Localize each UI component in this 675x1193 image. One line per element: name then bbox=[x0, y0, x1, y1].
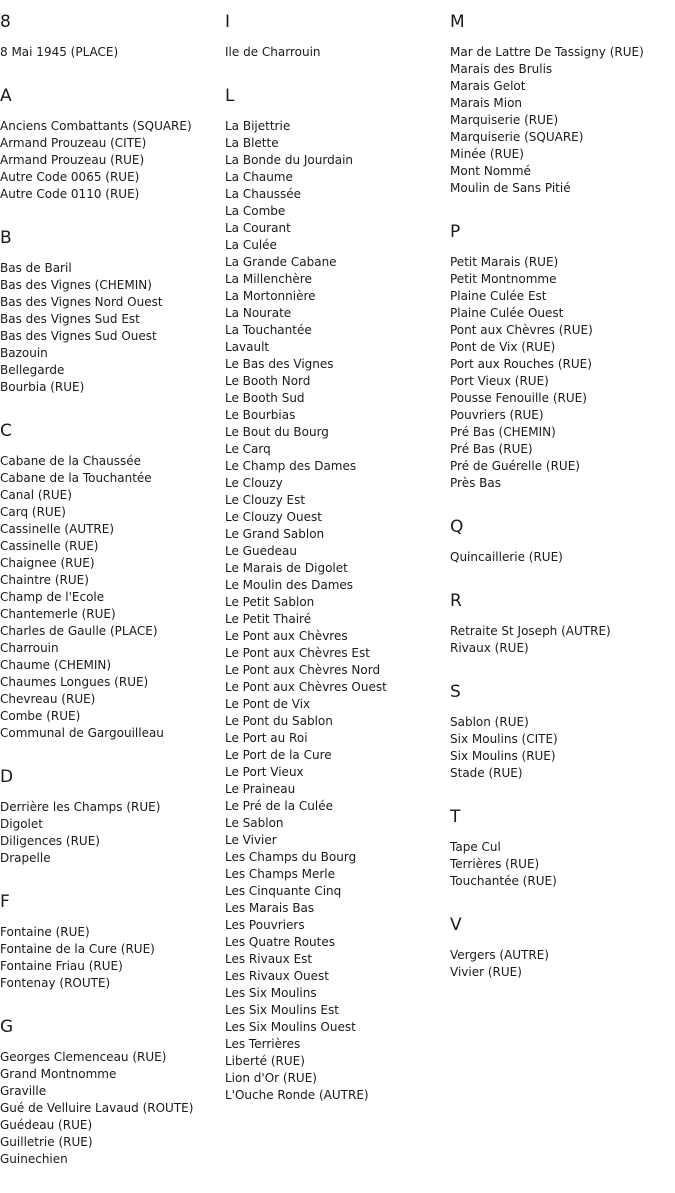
street-link[interactable]: La Nourate bbox=[225, 306, 292, 320]
street-link[interactable]: Grand Montnomme bbox=[0, 1067, 117, 1081]
street-link[interactable]: Guédeau (RUE) bbox=[0, 1118, 93, 1132]
street-link[interactable]: Quincaillerie (RUE) bbox=[450, 550, 563, 564]
street-link[interactable]: Les Rivaux Est bbox=[225, 952, 313, 966]
letter-group bbox=[450, 591, 670, 657]
letter-group bbox=[0, 892, 220, 992]
street-link[interactable]: Pré Bas (RUE) bbox=[450, 442, 533, 456]
letter-heading: T bbox=[450, 807, 461, 827]
street-link[interactable]: Liberté (RUE) bbox=[225, 1054, 305, 1068]
street-link[interactable]: Bas des Vignes Sud Ouest bbox=[0, 329, 157, 343]
street-link[interactable]: Les Champs du Bourg bbox=[225, 850, 357, 864]
street-link[interactable]: Minée (RUE) bbox=[450, 147, 524, 161]
index-column bbox=[0, 12, 220, 1193]
street-link[interactable]: Bellegarde bbox=[0, 363, 65, 377]
street-link[interactable]: Graville bbox=[0, 1084, 47, 1098]
letter-heading: R bbox=[450, 591, 462, 611]
street-link[interactable]: La Mortonnière bbox=[225, 289, 316, 303]
letter-group bbox=[0, 767, 220, 867]
street-link[interactable]: Drapelle bbox=[0, 851, 51, 865]
letter-group bbox=[0, 12, 220, 61]
street-link[interactable]: Moulin de Sans Pitié bbox=[450, 181, 571, 195]
street-link[interactable]: Les Cinquante Cinq bbox=[225, 884, 342, 898]
street-link[interactable]: Stade (RUE) bbox=[450, 766, 523, 780]
letter-heading: C bbox=[0, 421, 12, 441]
street-link[interactable]: Retraite St Joseph (AUTRE) bbox=[450, 624, 611, 638]
letter-group bbox=[0, 228, 220, 396]
street-link[interactable]: Les Marais Bas bbox=[225, 901, 315, 915]
street-link[interactable]: Guilletrie (RUE) bbox=[0, 1135, 93, 1149]
street-link[interactable]: Bazouin bbox=[0, 346, 48, 360]
street-link[interactable]: Les Six Moulins Est bbox=[225, 1003, 339, 1017]
street-link[interactable]: Communal de Gargouilleau bbox=[0, 726, 164, 740]
street-link[interactable]: Cassinelle (RUE) bbox=[0, 539, 99, 553]
street-link[interactable]: Pont aux Chèvres (RUE) bbox=[450, 323, 593, 337]
street-link[interactable]: Le Pont aux Chèvres bbox=[225, 629, 348, 643]
street-link[interactable]: La Combe bbox=[225, 204, 286, 218]
street-link[interactable]: Touchantée (RUE) bbox=[450, 874, 557, 888]
letter-group bbox=[450, 12, 670, 197]
street-link[interactable]: Le Petit Sablon bbox=[225, 595, 315, 609]
street-link[interactable]: Les Terrières bbox=[225, 1037, 301, 1051]
street-link[interactable]: La Chaume bbox=[225, 170, 293, 184]
street-link[interactable]: Anciens Combattants (SQUARE) bbox=[0, 119, 192, 133]
street-link[interactable]: Pont de Vix (RUE) bbox=[450, 340, 556, 354]
street-link[interactable]: Digolet bbox=[0, 817, 43, 831]
street-link[interactable]: Lavault bbox=[225, 340, 270, 354]
street-link[interactable]: Fontaine (RUE) bbox=[0, 925, 90, 939]
street-link[interactable]: La Chaussée bbox=[225, 187, 302, 201]
street-link[interactable]: Diligences (RUE) bbox=[0, 834, 100, 848]
street-link[interactable]: Marquiserie (RUE) bbox=[450, 113, 559, 127]
street-link[interactable]: Marais Gelot bbox=[450, 79, 526, 93]
street-link[interactable]: Le Champ des Dames bbox=[225, 459, 357, 473]
street-link[interactable]: Les Six Moulins Ouest bbox=[225, 1020, 356, 1034]
street-link[interactable]: Derrière les Champs (RUE) bbox=[0, 800, 161, 814]
street-link[interactable]: Le Pont aux Chèvres Ouest bbox=[225, 680, 387, 694]
street-link[interactable]: Le Bourbias bbox=[225, 408, 296, 422]
street-link[interactable]: Le Pont aux Chèvres Est bbox=[225, 646, 370, 660]
street-link[interactable]: Le Grand Sablon bbox=[225, 527, 325, 541]
street-link[interactable]: Bas des Vignes Sud Est bbox=[0, 312, 140, 326]
street-link[interactable]: Plaine Culée Est bbox=[450, 289, 547, 303]
letter-group bbox=[450, 807, 670, 890]
street-link[interactable]: Le Moulin des Dames bbox=[225, 578, 354, 592]
street-link[interactable]: Le Guedeau bbox=[225, 544, 297, 558]
letter-group bbox=[450, 915, 670, 981]
street-link[interactable]: La Bijettrie bbox=[225, 119, 291, 133]
street-link[interactable]: Chevreau (RUE) bbox=[0, 692, 96, 706]
street-link[interactable]: La Touchantée bbox=[225, 323, 312, 337]
street-link[interactable]: Bas de Baril bbox=[0, 261, 72, 275]
street-link[interactable]: La Millenchère bbox=[225, 272, 312, 286]
street-link[interactable]: Fontaine Friau (RUE) bbox=[0, 959, 123, 973]
street-link[interactable]: Le Pont du Sablon bbox=[225, 714, 333, 728]
letter-heading: A bbox=[0, 86, 12, 106]
street-link[interactable]: Le Bout du Bourg bbox=[225, 425, 329, 439]
letter-heading: L bbox=[225, 86, 235, 106]
street-link[interactable]: Fontenay (ROUTE) bbox=[0, 976, 111, 990]
letter-heading: M bbox=[450, 12, 465, 32]
street-link[interactable]: Armand Prouzeau (RUE) bbox=[0, 153, 145, 167]
street-link[interactable]: Les Champs Merle bbox=[225, 867, 336, 881]
letter-group bbox=[0, 86, 220, 203]
street-link[interactable]: Marais des Brulis bbox=[450, 62, 553, 76]
street-link[interactable]: Le Booth Sud bbox=[225, 391, 305, 405]
letter-group bbox=[450, 517, 670, 566]
street-link[interactable]: Le Bas des Vignes bbox=[225, 357, 334, 371]
street-link[interactable]: Charles de Gaulle (PLACE) bbox=[0, 624, 158, 638]
street-link[interactable]: Le Sablon bbox=[225, 816, 284, 830]
street-link[interactable]: Le Booth Nord bbox=[225, 374, 311, 388]
street-link[interactable]: Fontaine de la Cure (RUE) bbox=[0, 942, 155, 956]
letter-heading: I bbox=[225, 12, 231, 32]
street-link[interactable]: Canal (RUE) bbox=[0, 488, 72, 502]
letter-group bbox=[225, 86, 445, 1104]
index-column bbox=[225, 12, 445, 1129]
street-link[interactable]: Guinechien bbox=[0, 1152, 68, 1166]
street-link[interactable]: Le Pont de Vix bbox=[225, 697, 311, 711]
street-link[interactable]: Le Vivier bbox=[225, 833, 277, 847]
street-link[interactable]: Le Pré de la Culée bbox=[225, 799, 333, 813]
street-link[interactable]: Pousse Fenouille (RUE) bbox=[450, 391, 587, 405]
letter-group bbox=[450, 222, 670, 492]
street-link[interactable]: La Courant bbox=[225, 221, 291, 235]
street-link[interactable]: Marais Mion bbox=[450, 96, 523, 110]
street-link[interactable]: Mar de Lattre De Tassigny (RUE) bbox=[450, 45, 644, 59]
street-link[interactable]: Charrouin bbox=[0, 641, 59, 655]
street-link[interactable]: Petit Marais (RUE) bbox=[450, 255, 559, 269]
street-link[interactable]: 8 Mai 1945 (PLACE) bbox=[0, 45, 119, 59]
street-link[interactable]: Port aux Rouches (RUE) bbox=[450, 357, 592, 371]
letter-heading: Q bbox=[450, 517, 464, 537]
street-link[interactable]: Chantemerle (RUE) bbox=[0, 607, 116, 621]
street-link[interactable]: Près Bas bbox=[450, 476, 501, 490]
street-link[interactable]: Le Petit Thairé bbox=[225, 612, 312, 626]
street-link[interactable]: Mont Nommé bbox=[450, 164, 531, 178]
index-column bbox=[450, 12, 670, 1006]
street-link[interactable]: Le Marais de Digolet bbox=[225, 561, 348, 575]
letter-group bbox=[225, 12, 445, 61]
street-link[interactable]: Plaine Culée Ouest bbox=[450, 306, 564, 320]
letter-group bbox=[0, 1017, 220, 1168]
street-link[interactable]: Port Vieux (RUE) bbox=[450, 374, 549, 388]
street-link[interactable]: Vergers (AUTRE) bbox=[450, 948, 549, 962]
street-link[interactable]: Six Moulins (RUE) bbox=[450, 749, 556, 763]
street-link[interactable]: Le Clouzy Est bbox=[225, 493, 306, 507]
street-link[interactable]: Armand Prouzeau (CITE) bbox=[0, 136, 147, 150]
street-link[interactable]: Le Clouzy bbox=[225, 476, 283, 490]
street-link[interactable]: La Culée bbox=[225, 238, 277, 252]
street-link[interactable]: Vivier (RUE) bbox=[450, 965, 522, 979]
letter-heading: B bbox=[0, 228, 12, 248]
letter-heading: D bbox=[0, 767, 14, 787]
street-link[interactable]: Pré Bas (CHEMIN) bbox=[450, 425, 556, 439]
street-link[interactable]: La Grande Cabane bbox=[225, 255, 337, 269]
street-link[interactable]: Cabane de la Touchantée bbox=[0, 471, 152, 485]
street-link[interactable]: Le Pont aux Chèvres Nord bbox=[225, 663, 381, 677]
street-link[interactable]: Terrières (RUE) bbox=[450, 857, 540, 871]
street-link[interactable]: Le Port Vieux bbox=[225, 765, 304, 779]
street-link[interactable]: Le Clouzy Ouest bbox=[225, 510, 322, 524]
letter-group bbox=[450, 682, 670, 782]
street-link[interactable]: Bourbia (RUE) bbox=[0, 380, 85, 394]
street-link[interactable]: Chaintre (RUE) bbox=[0, 573, 89, 587]
letter-heading: S bbox=[450, 682, 461, 702]
letter-heading: F bbox=[0, 892, 10, 912]
street-link[interactable]: Lion d'Or (RUE) bbox=[225, 1071, 317, 1085]
street-link[interactable]: Autre Code 0065 (RUE) bbox=[0, 170, 140, 184]
letter-group bbox=[0, 421, 220, 742]
street-link[interactable]: Champ de l'Ecole bbox=[0, 590, 105, 604]
street-link[interactable]: Chaumes Longues (RUE) bbox=[0, 675, 149, 689]
street-link[interactable]: Chaume (CHEMIN) bbox=[0, 658, 112, 672]
street-link[interactable]: La Bonde du Jourdain bbox=[225, 153, 354, 167]
street-link[interactable]: Sablon (RUE) bbox=[450, 715, 529, 729]
street-link[interactable]: Cabane de la Chaussée bbox=[0, 454, 142, 468]
street-link[interactable]: Cassinelle (AUTRE) bbox=[0, 522, 115, 536]
letter-heading: V bbox=[450, 915, 462, 935]
letter-heading: P bbox=[450, 222, 461, 242]
street-link[interactable]: Georges Clemenceau (RUE) bbox=[0, 1050, 167, 1064]
street-link[interactable]: Le Praineau bbox=[225, 782, 296, 796]
street-link[interactable]: Chaignee (RUE) bbox=[0, 556, 95, 570]
street-link[interactable]: Les Rivaux Ouest bbox=[225, 969, 329, 983]
street-link[interactable]: Combe (RUE) bbox=[0, 709, 81, 723]
street-link[interactable]: Le Port de la Cure bbox=[225, 748, 332, 762]
letter-heading: 8 bbox=[0, 12, 11, 32]
street-link[interactable]: Les Pouvriers bbox=[225, 918, 305, 932]
street-link[interactable]: Gué de Velluire Lavaud (ROUTE) bbox=[0, 1101, 194, 1115]
letter-heading: G bbox=[0, 1017, 14, 1037]
street-link[interactable]: Ile de Charrouin bbox=[225, 45, 321, 59]
street-link[interactable]: Autre Code 0110 (RUE) bbox=[0, 187, 140, 201]
street-link[interactable]: Pouvriers (RUE) bbox=[450, 408, 544, 422]
street-link[interactable]: Carq (RUE) bbox=[0, 505, 66, 519]
street-link[interactable]: Le Port au Roi bbox=[225, 731, 308, 745]
street-link[interactable]: L'Ouche Ronde (AUTRE) bbox=[225, 1088, 369, 1102]
street-link[interactable]: Bas des Vignes Nord Ouest bbox=[0, 295, 163, 309]
street-link[interactable]: Tape Cul bbox=[450, 840, 501, 854]
street-link[interactable]: La Blette bbox=[225, 136, 279, 150]
street-link[interactable]: Les Quatre Routes bbox=[225, 935, 335, 949]
street-link[interactable]: Marquiserie (SQUARE) bbox=[450, 130, 584, 144]
street-link[interactable]: Bas des Vignes (CHEMIN) bbox=[0, 278, 152, 292]
street-link[interactable]: Six Moulins (CITE) bbox=[450, 732, 558, 746]
street-link[interactable]: Pré de Guérelle (RUE) bbox=[450, 459, 580, 473]
street-link[interactable]: Les Six Moulins bbox=[225, 986, 317, 1000]
street-link[interactable]: Petit Montnomme bbox=[450, 272, 557, 286]
street-link[interactable]: Rivaux (RUE) bbox=[450, 641, 529, 655]
street-link[interactable]: Le Carq bbox=[225, 442, 271, 456]
